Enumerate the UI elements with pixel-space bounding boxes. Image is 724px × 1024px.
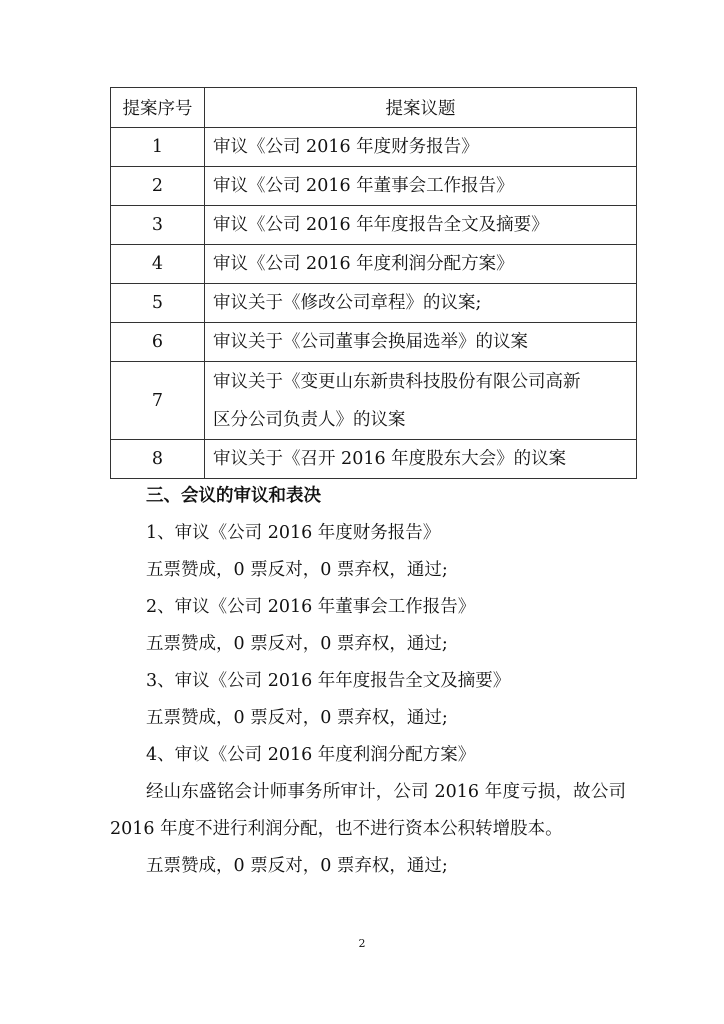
proposal-title: 审议关于《公司董事会换届选举》的议案: [205, 323, 637, 362]
agenda-item: 2、审议《公司 2016 年董事会工作报告》: [146, 597, 476, 617]
proposal-number: 3: [111, 206, 205, 245]
body-text: [110, 478, 626, 885]
proposal-title: 审议《公司 2016 年董事会工作报告》: [205, 167, 637, 206]
header-proposal-number: 提案序号: [111, 88, 205, 128]
agenda-item: 3、审议《公司 2016 年年度报告全文及摘要》: [146, 671, 511, 691]
table-row: [111, 440, 637, 479]
proposal-number: 2: [111, 167, 205, 206]
proposal-title: 审议《公司 2016 年度利润分配方案》: [205, 245, 637, 284]
proposal-number: 1: [111, 128, 205, 167]
vote-result: 五票赞成，0 票反对，0 票弃权，通过;: [146, 634, 448, 654]
proposal-title-line: 审议关于《变更山东新贵科技股份有限公司高新: [213, 371, 581, 392]
audit-paragraph: 经山东盛铭会计师事务所审计，公司 2016 年度亏损，故公司 2016 年度不进行利润分配，也不进行资本公积转增股本。: [110, 782, 626, 839]
agenda-item: 4、审议《公司 2016 年度利润分配方案》: [146, 745, 476, 765]
table-row: [111, 206, 637, 245]
proposal-number: 6: [111, 323, 205, 362]
proposal-number: 8: [111, 440, 205, 479]
vote-result: 五票赞成，0 票反对，0 票弃权，通过;: [146, 560, 448, 580]
proposal-title: 审议关于《修改公司章程》的议案;: [205, 284, 637, 323]
proposal-number: 7: [111, 362, 205, 440]
proposal-title: 审议关于《召开 2016 年度股东大会》的议案: [205, 440, 637, 479]
table-row: [111, 284, 637, 323]
vote-result: 五票赞成，0 票反对，0 票弃权，通过;: [146, 708, 448, 728]
section-heading: 三、会议的审议和表决: [146, 486, 321, 506]
table-row: [111, 167, 637, 206]
vote-result: 五票赞成，0 票反对，0 票弃权，通过;: [146, 856, 448, 876]
page-number: 2: [358, 937, 366, 950]
proposal-title: 审议《公司 2016 年度财务报告》: [205, 128, 637, 167]
proposal-title-line: 区分公司负责人》的议案: [213, 409, 406, 430]
table-row: [111, 362, 637, 440]
header-proposal-title: 提案议题: [205, 88, 637, 128]
proposal-number: 5: [111, 284, 205, 323]
proposals-table: [110, 87, 637, 479]
proposal-title: 审议《公司 2016 年年度报告全文及摘要》: [205, 206, 637, 245]
agenda-item: 1、审议《公司 2016 年度财务报告》: [146, 523, 441, 543]
table-row: [111, 128, 637, 167]
table-row: [111, 323, 637, 362]
proposal-title: [205, 362, 637, 440]
table-row: [111, 245, 637, 284]
proposal-number: 4: [111, 245, 205, 284]
table-header-row: [111, 88, 637, 128]
